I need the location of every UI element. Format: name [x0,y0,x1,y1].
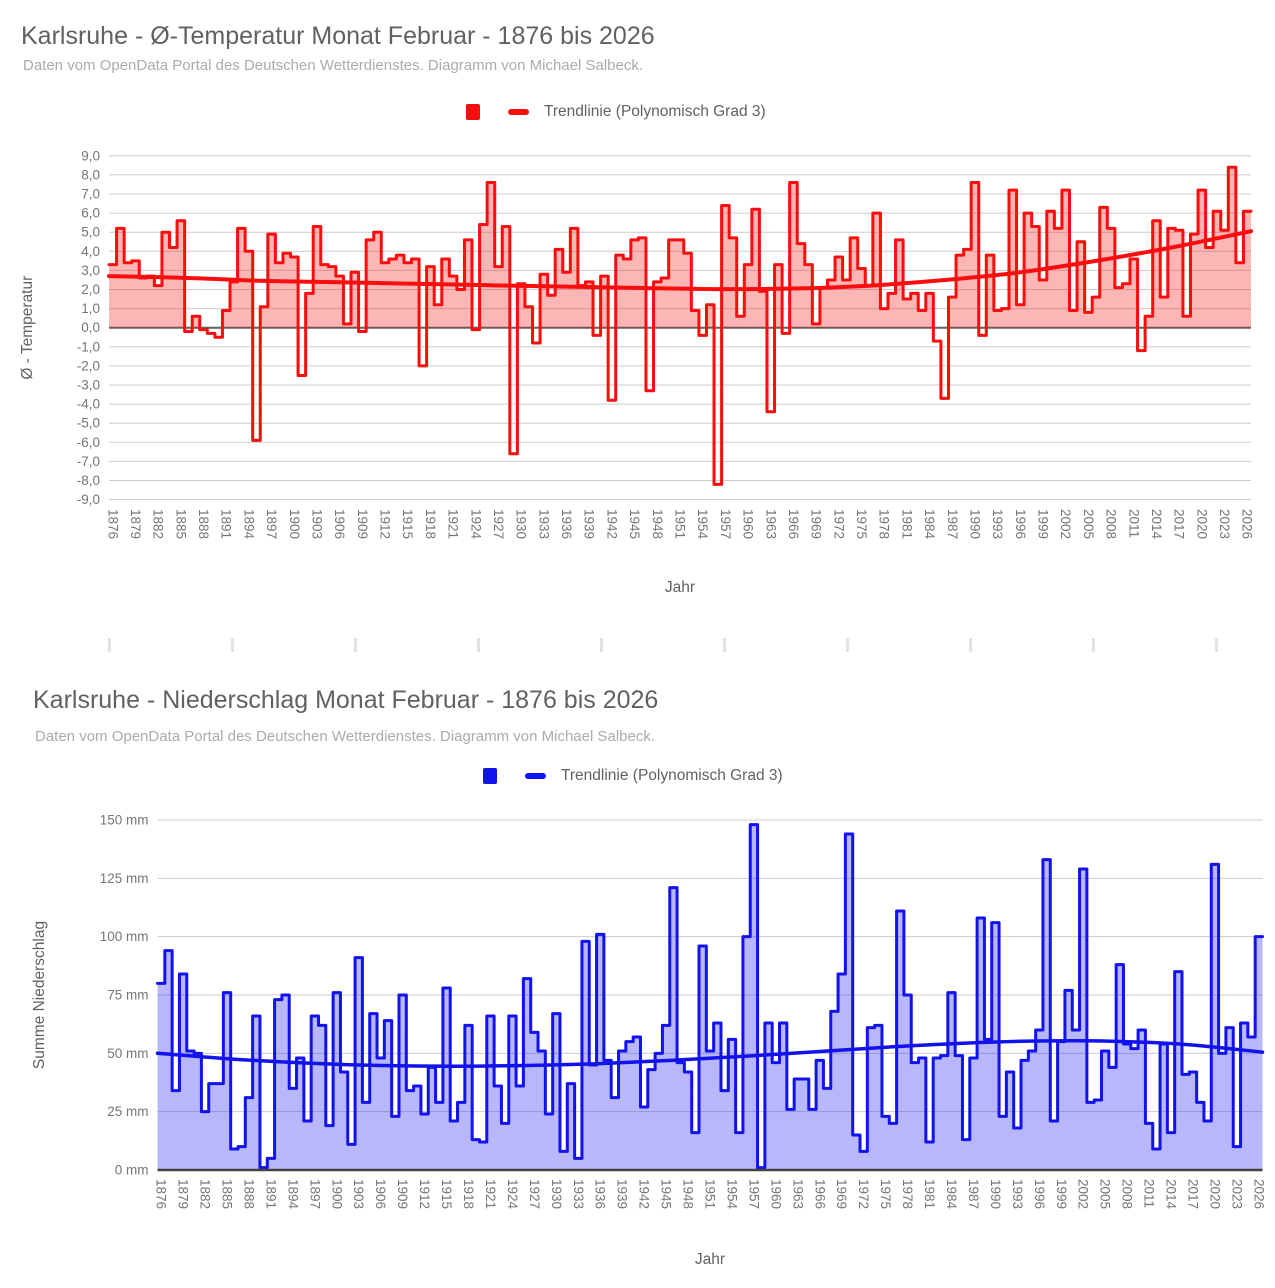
divider-tick [108,638,111,652]
y-tick-label: -6,0 [76,434,100,450]
precipitation-chart-title: Karlsruhe - Niederschlag Monat Februar - 1876 bis 2026 [33,686,659,714]
x-tick-label: 1963 [763,509,779,540]
x-tick-label: 1885 [219,1179,235,1210]
x-tick-label: 1966 [785,509,801,540]
x-tick-label: 1978 [900,1179,916,1210]
x-tick-label: 1903 [351,1179,367,1210]
x-axis-title: Jahr [664,579,696,596]
x-tick-label: 2017 [1171,509,1187,540]
x-tick-label: 1912 [417,1179,433,1210]
x-tick-label: 1951 [672,509,688,540]
divider-tick [846,638,849,652]
x-tick-label: 1900 [329,1179,345,1210]
x-tick-label: 1888 [196,509,212,540]
x-tick-label: 1900 [286,509,302,540]
x-tick-label: 1975 [854,509,870,540]
x-tick-label: 2023 [1217,509,1233,540]
y-tick-label: 2,0 [81,282,100,297]
precipitation-trendline-label: Trendlinie (Polynomisch Grad 3) [561,767,783,784]
y-tick-label: 6,0 [81,205,100,221]
y-tick-label: 7,0 [81,186,100,202]
x-tick-label: 1894 [241,509,257,540]
x-tick-label: 2017 [1185,1179,1201,1210]
temperature-plot [0,130,1275,608]
x-tick-label: 1909 [354,509,370,540]
y-tick-label: -1,0 [76,339,100,355]
y-tick-label: 9,0 [81,148,100,164]
x-tick-label: 1921 [482,1179,498,1210]
x-tick-label: 2014 [1163,1179,1179,1210]
x-tick-label: 1957 [746,1179,762,1210]
x-tick-label: 1984 [943,1179,959,1210]
x-tick-label: 1888 [241,1179,257,1210]
y-tick-label: 3,0 [81,262,100,278]
x-tick-label: 1930 [548,1179,564,1210]
x-tick-label: 1987 [944,509,960,540]
x-tick-label: 1876 [105,509,121,540]
y-tick-label: 8,0 [81,167,100,183]
x-tick-label: 1996 [1012,509,1028,540]
x-tick-label: 1885 [173,509,189,540]
x-tick-label: 1990 [987,1179,1003,1210]
x-tick-label: 1936 [559,509,575,540]
series-area-fill [109,167,1251,484]
y-tick-label: 75 mm [107,987,149,1003]
x-tick-label: 2005 [1080,509,1096,540]
x-tick-label: 1987 [965,1179,981,1210]
y-tick-label: -9,0 [76,492,100,508]
precipitation-chart-subtitle: Daten vom OpenData Portal des Deutschen Wetterdienstes. Diagramm von Michael Salbeck. [35,728,656,745]
x-tick-label: 1999 [1053,1179,1069,1210]
temperature-chart-title: Karlsruhe - Ø-Temperatur Monat Februar - 1876 bis 2026 [21,22,655,50]
y-tick-label: 0 mm [114,1162,149,1178]
x-tick-label: 1879 [175,1179,191,1210]
x-tick-label: 2008 [1119,1179,1135,1210]
x-tick-label: 1927 [490,509,506,540]
x-tick-label: 1882 [150,509,166,540]
x-tick-label: 1906 [373,1179,389,1210]
x-tick-label: 1903 [309,509,325,540]
y-axis-title: Ø - Temperatur [19,275,36,380]
x-tick-label: 1957 [717,509,733,540]
x-tick-label: 1984 [922,509,938,540]
divider-tick [231,638,234,652]
y-tick-label: -3,0 [76,377,100,393]
y-tick-label: -8,0 [76,473,100,488]
x-tick-label: 1909 [395,1179,411,1210]
x-tick-label: 1969 [834,1179,850,1210]
y-tick-label: 25 mm [107,1104,149,1120]
x-tick-label: 1948 [680,1179,696,1210]
y-tick-label: 50 mm [107,1045,149,1061]
x-axis-title: Jahr [694,1251,726,1268]
x-tick-label: 1927 [526,1179,542,1210]
x-tick-label: 1915 [439,1179,455,1210]
precipitation-plot [0,748,1275,1288]
y-tick-label: 5,0 [81,224,100,240]
x-axis-labels [105,509,1254,540]
x-tick-label: 1921 [445,509,461,540]
divider-tick [354,638,357,652]
x-tick-label: 1897 [307,1179,323,1210]
x-tick-label: 2023 [1229,1179,1245,1210]
x-tick-label: 1897 [264,509,280,540]
x-tick-label: 2008 [1103,509,1119,540]
x-tick-label: 1945 [627,509,643,540]
temperature-legend [466,103,766,121]
y-tick-label: -7,0 [76,453,100,469]
y-tick-label: -4,0 [76,396,100,412]
x-tick-label: 1960 [768,1179,784,1210]
y-tick-label: 1,0 [81,301,100,317]
divider-tick [723,638,726,652]
x-tick-label: 1981 [899,509,915,540]
x-tick-label: 1939 [581,509,597,540]
x-tick-label: 1948 [649,509,665,540]
x-tick-label: 1915 [400,509,416,540]
x-tick-label: 1978 [876,509,892,540]
x-tick-label: 1975 [878,1179,894,1210]
temperature-series-swatch-icon [466,104,480,120]
x-tick-label: 1954 [724,1179,740,1210]
y-tick-label: 0,0 [81,320,100,336]
x-tick-label: 1918 [461,1179,477,1210]
x-tick-label: 1951 [702,1179,718,1210]
x-tick-label: 1942 [604,509,620,540]
x-tick-label: 1918 [422,509,438,540]
x-tick-label: 1993 [1009,1179,1025,1210]
x-tick-label: 1936 [592,1179,608,1210]
x-tick-label: 1990 [967,509,983,540]
divider-tick [1215,638,1218,652]
x-tick-label: 1963 [790,1179,806,1210]
y-tick-label: 4,0 [81,243,100,259]
divider-tick [477,638,480,652]
temperature-trendline-label: Trendlinie (Polynomisch Grad 3) [544,103,766,120]
x-tick-label: 1981 [922,1179,938,1210]
divider-tick [600,638,603,652]
x-tick-label: 2011 [1141,1179,1157,1209]
divider-tick [969,638,972,652]
x-tick-label: 1996 [1031,1179,1047,1210]
x-tick-label: 1933 [570,1179,586,1210]
x-tick-label: 1930 [513,509,529,540]
x-tick-label: 1924 [504,1179,520,1210]
x-tick-label: 1891 [218,509,234,540]
divider-tick [1092,638,1095,652]
x-tick-label: 1933 [536,509,552,540]
x-tick-label: 1879 [127,509,143,540]
temperature-trendline-swatch-icon [508,109,529,115]
x-tick-label: 2020 [1207,1179,1223,1210]
series-area-fill [158,825,1263,1170]
x-tick-label: 1993 [990,509,1006,540]
x-tick-label: 1942 [636,1179,652,1210]
x-tick-label: 1945 [658,1179,674,1210]
x-tick-label: 2002 [1075,1179,1091,1210]
y-tick-label: 150 mm [99,812,149,828]
x-tick-label: 1966 [812,1179,828,1210]
x-tick-label: 1924 [468,509,484,540]
x-tick-label: 2002 [1058,509,1074,540]
x-tick-label: 2026 [1251,1179,1267,1210]
x-tick-label: 1882 [197,1179,213,1210]
y-tick-label: -5,0 [76,415,100,431]
x-tick-label: 2014 [1148,509,1164,540]
x-tick-label: 2020 [1194,509,1210,540]
x-tick-label: 1894 [285,1179,301,1210]
y-axis-title: Summe Niederschlag [31,920,48,1070]
x-tick-label: 1960 [740,509,756,540]
x-tick-label: 1891 [263,1179,279,1210]
y-tick-label: 100 mm [99,929,149,945]
x-tick-label: 2005 [1097,1179,1113,1210]
y-tick-label: -2,0 [76,358,100,374]
x-tick-label: 1906 [332,509,348,540]
x-tick-label: 1972 [856,1179,872,1210]
x-tick-label: 1939 [614,1179,630,1210]
x-tick-label: 1954 [695,509,711,540]
y-tick-label: 125 mm [99,870,149,886]
x-tick-label: 1999 [1035,509,1051,540]
x-tick-label: 1972 [831,509,847,540]
x-tick-label: 1969 [808,509,824,540]
x-tick-label: 2026 [1239,509,1255,540]
x-tick-label: 2011 [1126,509,1142,539]
x-axis-labels [154,1179,1267,1210]
x-tick-label: 1876 [153,1179,169,1210]
temperature-chart-subtitle: Daten vom OpenData Portal des Deutschen Wetterdienstes. Diagramm von Michael Salbeck. [23,57,644,74]
x-tick-label: 1912 [377,509,393,540]
